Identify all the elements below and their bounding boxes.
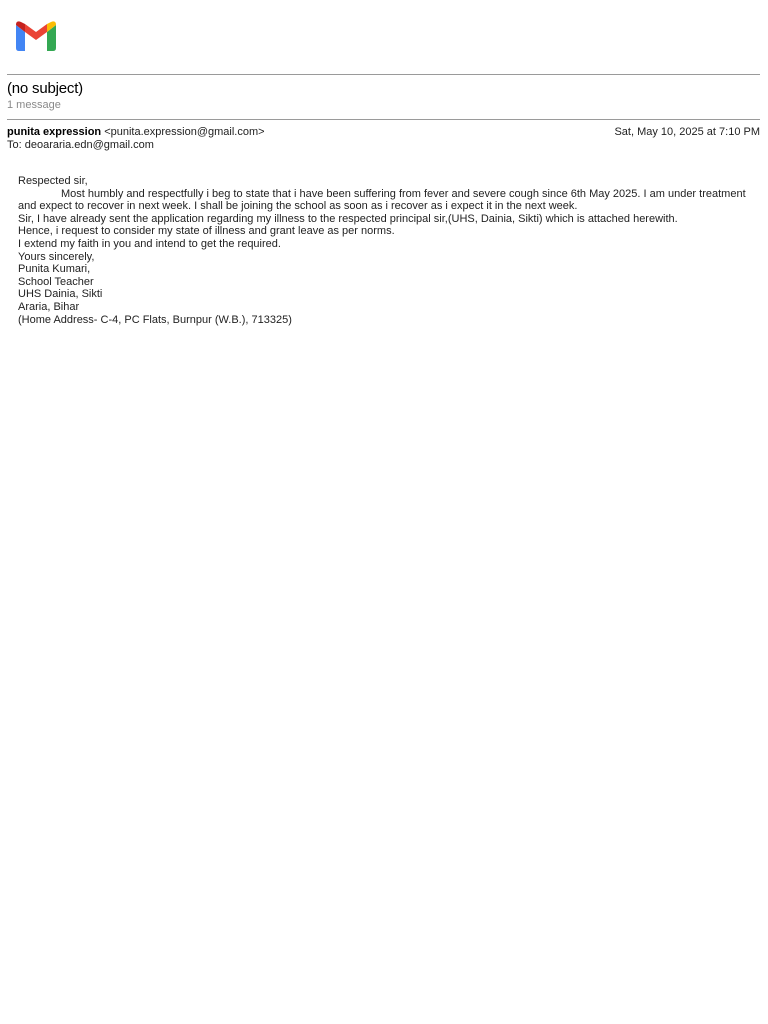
recipient-line: To: deoararia.edn@gmail.com — [7, 139, 154, 151]
signature-name: Punita Kumari, — [18, 263, 91, 276]
body-paragraph: Most humbly and respectfully i beg to state that i have been suffering from fever and severe cough since 6th May 2025. I am under treatment and expect to recover in next week. I shall be joining the school as soon as i recover as i expect it in the next week. — [18, 187, 746, 213]
message-count: 1 message — [7, 99, 61, 111]
signature-school: UHS Dainia, Sikti — [18, 288, 103, 301]
body-greeting: Respected sir, — [18, 175, 88, 187]
body-line: Hence, i request to consider my state of illness and grant leave as per norms. — [18, 225, 395, 238]
body-line: I extend my faith in you and intend to get the required. — [18, 237, 281, 250]
subject-divider — [7, 119, 760, 120]
signature-district: Araria, Bihar — [18, 300, 80, 313]
body-line: Sir, I have already sent the application regarding my illness to the respected principal sir,(UHS, Dainia, Sikti) which is attached herewith. — [18, 212, 678, 225]
sender-name: punita expression — [7, 126, 102, 138]
header-divider — [7, 74, 760, 75]
sender-email: <punita.expression@gmail.com> — [104, 126, 265, 138]
gmail-logo-m — [25, 24, 47, 40]
gmail-icon — [16, 21, 56, 51]
from-line — [7, 126, 265, 138]
signature-title: School Teacher — [18, 275, 94, 288]
signature-closing: Yours sincerely, — [18, 250, 95, 263]
message-body — [18, 175, 748, 326]
message-date: Sat, May 10, 2025 at 7:10 PM — [614, 126, 760, 138]
signature-home-address: (Home Address- C-4, PC Flats, Burnpur (W.B.), 713325) — [18, 313, 292, 326]
thread-subject: (no subject) — [7, 80, 83, 97]
